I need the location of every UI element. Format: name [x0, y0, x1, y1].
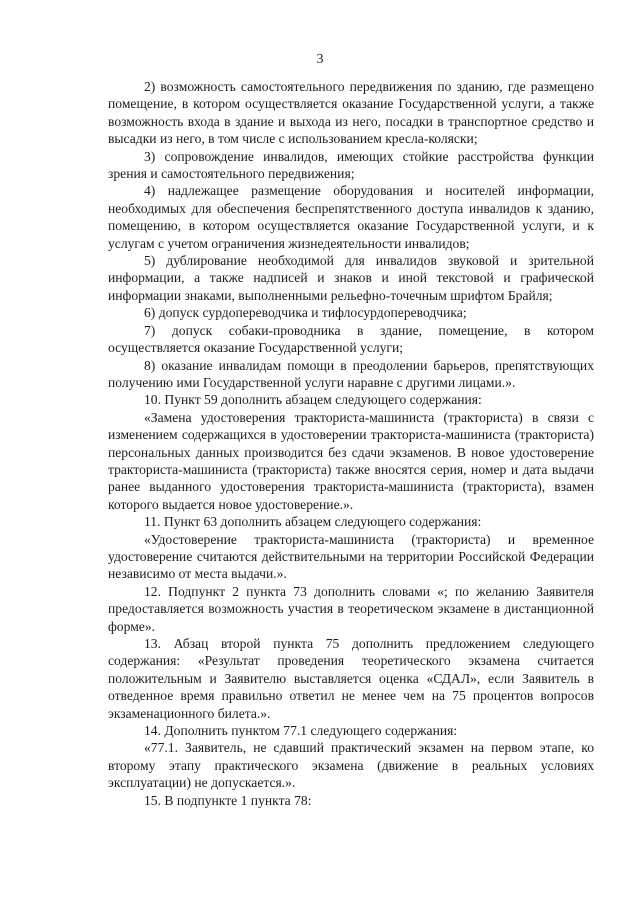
paragraph-point-10: 10. Пункт 59 дополнить абзацем следующего содержания: — [144, 392, 482, 408]
paragraph-point-12: 12. Подпункт 2 пункта 73 дополнить словами «; по желанию Заявителя предоставляется возможность участия в теоретическом экзамене в дистанционной форме». — [108, 583, 594, 634]
paragraph-point-11-text: «Удостоверение тракториста-машиниста (тракториста) и временное удостоверение считаются действительными на территории Российской Федерации независимо от места выдачи.». — [108, 531, 594, 582]
paragraph-point-13: 13. Абзац второй пункта 75 дополнить предложением следующего содержания: «Результат проведения теоретического экзамена считается положительным и Заявителю выставляется оценка «СДАЛ», если Заявитель в отведенное время правильно ответил не менее чем на 75 процентов вопросов экзаменационного билета.». — [108, 636, 594, 721]
paragraph-item-4: 4) надлежащее размещение оборудования и носителей информации, необходимых для обеспечения беспрепятственного доступа инвалидов к зданию, помещению, в котором осуществляется оказание Государственной услуги, и к услугам с учетом ограничения жизнедеятельности инвалидов; — [108, 183, 594, 251]
page-number: 3 — [316, 52, 324, 67]
paragraph-point-14: 14. Дополнить пунктом 77.1 следующего содержания: — [144, 723, 458, 739]
paragraph-point-14-text: «77.1. Заявитель, не сдавший практический экзамен на первом этапе, ко второму этапу практического экзамена (движение в реальных условиях эксплуатации) не допускается.». — [108, 740, 594, 791]
paragraph-item-5: 5) дублирование необходимой для инвалидов звуковой и зрительной информации, а также надписей и знаков и иной текстовой и графической информации знаками, выполненными рельефно-точечным шрифтом Брайля; — [108, 253, 594, 303]
document-body — [108, 78, 594, 809]
paragraph-item-3: 3) сопровождение инвалидов, имеющих стойкие расстройства функции зрения и самостоятельного передвижения; — [108, 148, 594, 182]
paragraph-point-15: 15. В подпункте 1 пункта 78: — [144, 792, 312, 808]
paragraph-item-2: 2) возможность самостоятельного передвижения по зданию, где размещено помещение, в котором осуществляется оказание Государственной услуги, а также возможность входа в здание и выхода из него, посадки в транспортное средство и высадки из него, в том числе с использованием кресла-коляски; — [108, 79, 594, 147]
paragraph-item-7: 7) допуск собаки-проводника в здание, помещение, в котором осуществляется оказание Государственной услуги; — [108, 322, 594, 356]
paragraph-item-8: 8) оказание инвалидам помощи в преодолении барьеров, препятствующих получению ими Государственной услуги наравне с другими лицами.». — [108, 357, 594, 390]
paragraph-point-11: 11. Пункт 63 дополнить абзацем следующего содержания: — [144, 514, 482, 530]
paragraph-item-6: 6) допуск сурдопереводчика и тифлосурдопереводчика; — [144, 305, 467, 321]
paragraph-point-10-text: «Замена удостоверения тракториста-машиниста (тракториста) в связи с изменением содержащихся в удостоверении тракториста-машиниста (тракториста) персональных данных производится без сдачи экзаменов. В новое удостоверение тракториста-машиниста (тракториста) также вносятся серия, номер и дата выдачи ранее выданного удостоверения тракториста-машиниста (тракториста), взамен которого выдается новое удостоверение.». — [108, 409, 594, 512]
